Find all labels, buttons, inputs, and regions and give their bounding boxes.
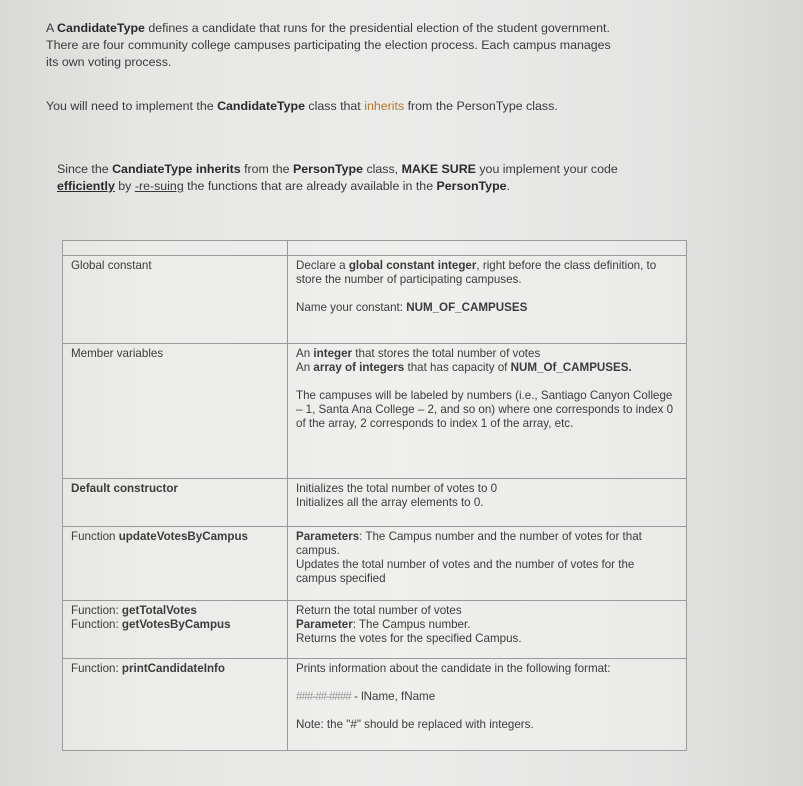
label-text: Function:	[71, 662, 122, 675]
constant-name: NUM_OF_CAMPUSES	[406, 301, 528, 314]
format-placeholder: ###-##-####	[296, 690, 351, 703]
row-description	[288, 344, 687, 479]
function-name: getTotalVotes	[121, 604, 197, 617]
table-row	[63, 479, 687, 527]
intro-text: There are four community college campuses participating the election process. Each campus manages	[46, 38, 611, 52]
row-label	[63, 527, 288, 601]
desc-text: , right before the class definition, to store the number of participating campuses.	[296, 259, 657, 286]
table-row	[63, 601, 687, 659]
note-text: Since the	[57, 162, 113, 176]
note-text: from the	[240, 162, 293, 176]
note-term: PersonType	[436, 179, 507, 193]
table-row	[63, 659, 687, 751]
function-name: printCandidateInfo	[121, 662, 225, 675]
function-name: updateVotesByCampus	[118, 530, 248, 543]
candidatetype-term: CandidateType	[217, 99, 305, 113]
desc-text: Initializes all the array elements to 0.	[296, 496, 484, 509]
intro-text: defines a candidate that runs for the presidential election of the student government.	[144, 21, 610, 35]
row-label	[63, 479, 288, 527]
desc-text: - lName, fName	[350, 690, 436, 703]
table-row	[63, 344, 687, 479]
row-description	[288, 256, 687, 344]
intro-text: its own voting process.	[46, 55, 172, 69]
requirement-text: from the PersonType class.	[404, 99, 558, 113]
desc-term: Parameter	[296, 618, 353, 631]
table-header-row	[63, 241, 687, 256]
desc-text: Initializes the total number of votes to 0	[296, 482, 498, 495]
requirement-text: class that	[304, 99, 365, 113]
note-text: you implement your code	[475, 162, 618, 176]
desc-text: Prints information about the candidate in the following format:	[296, 662, 611, 675]
row-description	[288, 479, 687, 527]
row-description	[288, 659, 687, 751]
table-row	[63, 256, 687, 344]
row-description	[288, 601, 687, 659]
desc-term: NUM_Of_CAMPUSES.	[510, 361, 632, 374]
desc-text: Return the total number of votes	[296, 604, 462, 617]
desc-text: : The Campus number and the number of votes for that campus.	[296, 530, 642, 557]
row-label	[63, 601, 288, 659]
desc-term: array of integers	[313, 361, 405, 374]
note-text: the functions that are already available in the	[183, 179, 437, 193]
row-label	[63, 659, 288, 751]
desc-text: that stores the total number of votes	[352, 347, 541, 360]
desc-text: Note: the "#" should be replaced with integers.	[296, 718, 534, 731]
label-text: Global constant	[71, 259, 152, 272]
inherits-term: inherits	[364, 99, 405, 113]
label-text: Function	[71, 530, 119, 543]
desc-text: that has capacity of	[404, 361, 511, 374]
desc-text: Updates the total number of votes and the number of votes for the campus specified	[296, 558, 635, 585]
desc-text: An	[296, 361, 314, 374]
desc-term: global constant integer	[348, 259, 477, 272]
intro-paragraph	[46, 20, 706, 71]
note-text: .	[506, 179, 510, 193]
row-description	[288, 527, 687, 601]
desc-term: Parameters	[296, 530, 360, 543]
note-term: efficiently	[57, 179, 115, 193]
desc-text: An	[296, 347, 314, 360]
note-term: CandiateType inherits	[112, 162, 241, 176]
note-term: -re-suing	[134, 179, 184, 193]
label-text: Member variables	[71, 347, 164, 360]
spec-table	[62, 240, 687, 751]
row-label	[63, 344, 288, 479]
requirement-text: You will need to implement the	[46, 99, 218, 113]
note-text: by	[114, 179, 135, 193]
table-row	[63, 527, 687, 601]
requirement-paragraph	[46, 98, 706, 115]
note-text: class,	[363, 162, 402, 176]
label-text: Function:	[71, 618, 122, 631]
desc-text: : The Campus number.	[352, 618, 471, 631]
efficiency-note	[57, 161, 697, 195]
function-name: getVotesByCampus	[121, 618, 231, 631]
label-text: Function:	[71, 604, 122, 617]
row-label	[63, 256, 288, 344]
desc-text: The campuses will be labeled by numbers (i.e., Santiago Canyon College – 1, Santa Ana College – 2, and so on) where one corresponds to index 0 of the array, 2 corresponds to index 1 of the array, etc.	[296, 389, 674, 430]
desc-text: Name your constant:	[296, 301, 407, 314]
candidatetype-term: CandidateType	[57, 21, 145, 35]
note-term: PersonType	[292, 162, 363, 176]
note-term: MAKE SURE	[401, 162, 476, 176]
label-text: Default constructor	[71, 482, 178, 495]
desc-text: Returns the votes for the specified Campus.	[296, 632, 522, 645]
desc-term: integer	[313, 347, 353, 360]
desc-text: Declare a	[296, 259, 349, 272]
intro-text: A	[46, 21, 58, 35]
